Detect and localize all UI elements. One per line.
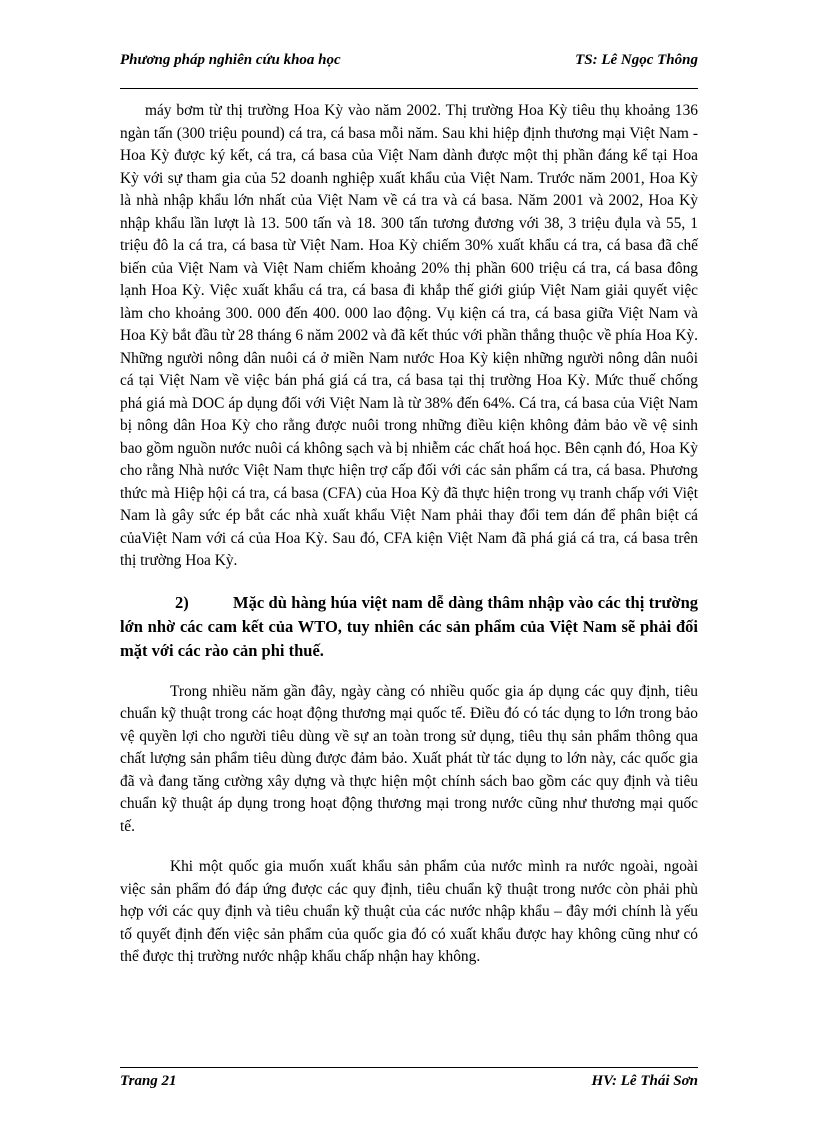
paragraph-1: máy bơm từ thị trường Hoa Kỳ vào năm 2002. Thị trường Hoa Kỳ tiêu thụ khoảng 136 ngàn tấn (300 triệu pound) cá tra, cá basa mỗi năm. Sau khi hiệp định thương mại Việt Nam - Hoa Kỳ được ký kết, cá tra, cá basa của Việt Nam dành được một thị phần đáng kể tại Hoa Kỳ với sự tham gia của 52 doanh nghiệp xuất khẩu của Việt Nam. Trước năm 2001, Hoa Kỳ là nhà nhập khẩu lớn nhất của Việt Nam về cá tra và cá basa. Năm 2001 và 2002, Hoa Kỳ nhập khẩu lần lượt là 13. 500 tấn và 18. 300 tấn tương đương với 38, 3 triệu đụla và 55, 1 triệu đô la cá tra, cá basa từ Việt Nam. Hoa Kỳ chiếm 30% xuất khẩu cá tra, cá basa đã chế biến của Việt Nam và Việt Nam chiếm khoảng 20% thị phần 600 triệu cá tra, cá basa đông lạnh Hoa Kỳ. Việc xuất khẩu cá tra, cá basa đi khắp thế giới giúp Việt Nam giải quyết việc làm cho khoảng 300. 000 đến 400. 000 lao động. Vụ kiện cá tra, cá basa giữa Việt Nam và Hoa Kỳ bắt đầu từ 28 tháng 6 năm 2002 và đã kết thúc với phần thắng thuộc về phía Hoa Kỳ. Những người nông dân nuôi cá ở miền Nam nước Hoa Kỳ kiện những người nông dân nuôi cá tại Việt Nam về việc bán phá giá cá tra, cá basa tại thị trường Hoa Kỳ. Mức thuế chống phá giá mà DOC áp dụng đối với Việt Nam là từ 38% đến 64%. Cá tra, cá basa của Việt Nam bị nông dân Hoa Kỳ cho rằng được nuôi trong những điều kiện không đảm bảo về vệ sinh bao gồm nguồn nước nuôi cá không sạch và bị nhiễm các chất hoá học. Bên cạnh đó, Hoa Kỳ cho rằng Nhà nước Việt Nam thực hiện trợ cấp đối với các sản phẩm cá tra, cá basa. Phương thức mà Hiệp hội cá tra, cá basa (CFA) của Hoa Kỳ đã thực hiện trong vụ tranh chấp với Việt Nam là gây sức ép bắt các nhà xuất khẩu Việt Nam phải thay đổi tem dán để phân biệt cá củaViệt Nam với cá của Hoa Kỳ. Sau đó, CFA kiện Việt Nam đã phá giá cá tra, cá basa trên thị trường Hoa Kỳ. — [120, 102, 698, 569]
section-heading — [120, 591, 698, 663]
header-divider — [120, 88, 698, 89]
paragraph-2: Trong nhiều năm gần đây, ngày càng có nhiều quốc gia áp dụng các quy định, tiêu chuẩn kỹ thuật trong các hoạt động thương mại quốc tế. Điều đó có tác dụng to lớn trong bảo vệ quyền lợi cho người tiêu dùng về sự an toàn trong sử dụng, tiêu thụ sản phẩm thông qua chất lượng sản phẩm tiêu dùng được đảm bảo. Xuất phát từ tác dụng to lớn này, các quốc gia đã và đang tăng cường xây dựng và thực hiện một chính sách bao gồm các quy định và tiêu chuẩn kỹ thuật áp dụng trong hoạt động thương mại trong nước cũng như thương mại quốc tế. — [120, 682, 698, 835]
header-course-title: Phương pháp nghiên cứu khoa học — [120, 52, 341, 68]
paragraph-3: Khi một quốc gia muốn xuất khẩu sản phẩm của nước mình ra nước ngoài, ngoài việc sản phẩm đó đáp ứng được các quy định, tiêu chuẩn kỹ thuật trong nước còn phải phù hợp với các quy định và tiêu chuẩn kỹ thuật của các nước nhập khẩu – đây mới chính là yếu tố quyết định đến việc sản phẩm của quốc gia đó có xuất khẩu được hay không cũng như có thể được thị trường nước nhập khẩu chấp nhận hay không. — [120, 858, 698, 965]
page-footer — [120, 1073, 698, 1095]
footer-author: HV: Lê Thái Sơn — [591, 1073, 698, 1089]
footer-divider — [120, 1067, 698, 1068]
page-body — [120, 100, 698, 969]
header-instructor: TS: Lê Ngọc Thông — [575, 52, 698, 68]
section-number: 2) — [175, 592, 189, 612]
footer-page-number: Trang 21 — [120, 1073, 177, 1089]
section-heading-text: Mặc dù hàng húa việt nam dễ dàng thâm nhập vào các thị trường lớn nhờ các cam kết của WTO, tuy nhiên các sản phẩm của Việt Nam sẽ phải đối mặt với các rào cản phi thuế. — [120, 592, 698, 660]
page-header — [120, 52, 698, 74]
